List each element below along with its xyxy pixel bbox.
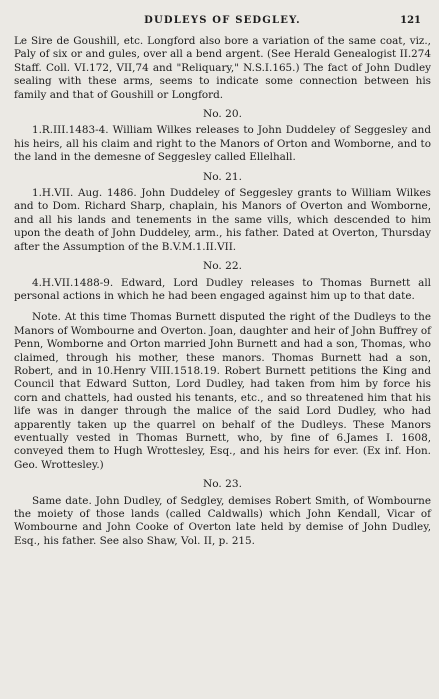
- note-paragraph: Note. At this time Thomas Burnett disputed the right of the Dudleys to the Manors of Wombourne and Overton. Joan, daughter and heir of John Buffrey of Penn, Womborne and Orton married John Burnett and had a son, Thomas, who claimed, through his mother, these manors. Thomas Burnett had a son, Robert, and in 10.Henry VIII.1518.19. Robert Burnett petitions the King and Council that Edward Sutton, Lord Dudley, had taken from him by force his corn and chattels, had ousted his tenants, etc., and so threatened him that his life was in danger through the malice of the said Lord Dudley, who had apparently taken up the quarrel on behalf of the Dudleys. These Manors eventually vested in Thomas Burnett, who, by fine of 6.James I. 1608, conveyed them to Hugh Wrottesley, Esq., and his heirs for ever. (Ex inf. Hon. Geo. Wrottesley.): [14, 311, 431, 471]
- running-title: DUDLEYS OF SEDGLEY.: [144, 15, 301, 26]
- deed-paragraph-23: Same date. John Dudley, of Sedgley, demises Robert Smith, of Wombourne the moiety of those lands (called Caldwalls) which John Kendall, Vicar of Wombourne and John Cooke of Overton late held by demise of John Dudley, Esq., his father. See also Shaw, Vol. II, p. 215.: [14, 494, 431, 547]
- deed-paragraph-20: 1.R.III.1483-4. William Wilkes releases to John Duddeley of Seggesley and his heirs, all his claim and right to the Manors of Orton and Womborne, and to the land in the demesne of Seggesley called Ellelhall.: [14, 124, 431, 164]
- page-number: 121: [400, 15, 421, 26]
- deed-heading-21: No. 21.: [202, 170, 243, 183]
- page-body: [14, 35, 431, 548]
- deed-heading-22: No. 22.: [202, 260, 243, 273]
- deed-paragraph-21: 1.H.VII. Aug. 1486. John Duddeley of Seggesley grants to William Wilkes and to Dom. Richard Sharp, chaplain, his Manors of Overton and Womborne, and all his lands and tenements in the same vills, which descended to him upon the death of John Duddeley, arm., his father. Dated at Overton, Thursday after the Assumption of the B.V.M.1.II.VII.: [14, 187, 431, 253]
- deed-heading-23: No. 23.: [202, 478, 243, 491]
- section-gap: [14, 303, 431, 311]
- intro-paragraph: Le Sire de Goushill, etc. Longford also bore a variation of the same coat, viz., Paly of six or and gules, over all a bend argent. (See Herald Genealogist II.274 Staff. Coll. VI.172, VII,74 and "Reliquary," N.S.I.165.) The fact of John Dudley sealing with these arms, seems to indicate some connection between his family and that of Goushill or Longford.: [14, 35, 431, 101]
- deed-paragraph-22: 4.H.VII.1488-9. Edward, Lord Dudley releases to Thomas Burnett all personal actions in which he had been engaged against him up to that date.: [14, 276, 431, 302]
- deed-heading-20: No. 20.: [202, 108, 243, 121]
- page-header: [14, 11, 431, 27]
